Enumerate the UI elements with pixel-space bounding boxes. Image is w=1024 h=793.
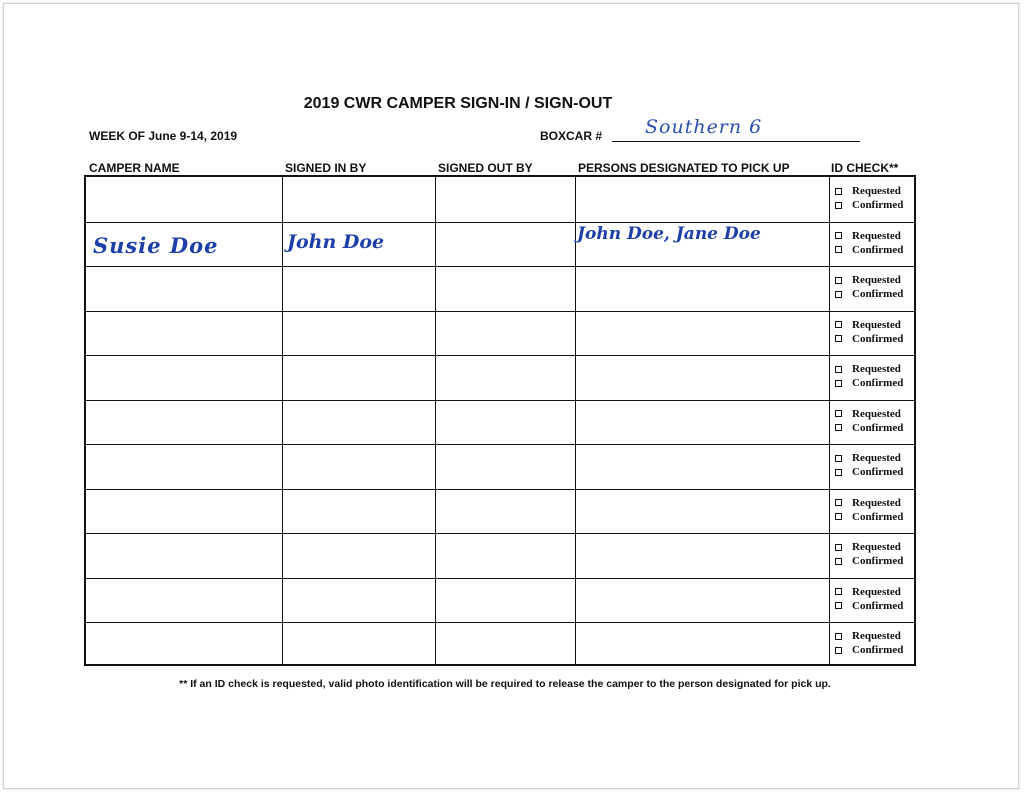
row-divider: [86, 622, 914, 623]
confirmed-label: Confirmed: [852, 243, 904, 256]
id-check-confirmed-option: [830, 643, 916, 657]
requested-label: Requested: [852, 229, 901, 242]
confirmed-checkbox[interactable]: [835, 647, 842, 654]
id-check-cell: [830, 184, 916, 212]
week-of-label: WEEK OF June 9-14, 2019: [89, 129, 238, 143]
requested-label: Requested: [852, 363, 901, 375]
confirmed-checkbox[interactable]: [835, 513, 842, 520]
footnote: ** If an ID check is requested, valid photo identification will be required to release the camper to the person designated for pick up.: [179, 678, 831, 690]
header-persons-designated: PERSONS DESIGNATED TO PICK UP: [578, 161, 790, 175]
confirmed-checkbox[interactable]: [835, 380, 842, 387]
confirmed-checkbox[interactable]: [835, 558, 842, 565]
requested-label: Requested: [852, 452, 901, 464]
requested-label: Requested: [852, 318, 901, 331]
boxcar-handwritten-value: Southern 6: [645, 116, 763, 138]
requested-label: Requested: [852, 185, 901, 197]
id-check-requested-option: [830, 362, 916, 376]
id-check-confirmed-option: [830, 599, 916, 613]
requested-checkbox[interactable]: [835, 499, 842, 506]
id-check-cell: [830, 451, 916, 479]
row-divider: [86, 311, 914, 312]
id-check-requested-option: [830, 229, 916, 243]
requested-checkbox[interactable]: [835, 410, 842, 417]
requested-checkbox[interactable]: [835, 455, 842, 462]
entry-camper-name: Susie Doe: [93, 233, 219, 258]
row-divider: [86, 578, 914, 579]
confirmed-checkbox[interactable]: [835, 469, 842, 476]
requested-checkbox[interactable]: [835, 633, 842, 640]
confirmed-label: Confirmed: [852, 288, 904, 300]
confirmed-label: Confirmed: [852, 555, 904, 567]
requested-label: Requested: [852, 274, 901, 286]
id-check-cell: [830, 273, 916, 301]
confirmed-label: Confirmed: [852, 599, 904, 612]
requested-label: Requested: [852, 496, 901, 509]
confirmed-checkbox[interactable]: [835, 246, 842, 253]
id-check-confirmed-option: [830, 465, 916, 479]
entry-signed-in-by: John Doe: [287, 231, 385, 253]
requested-checkbox[interactable]: [835, 321, 842, 328]
confirmed-label: Confirmed: [852, 644, 904, 656]
row-divider: [86, 489, 914, 490]
id-check-cell: [830, 585, 916, 613]
header-id-check: ID CHECK**: [831, 161, 899, 175]
id-check-cell: [830, 318, 916, 346]
header-camper-name: CAMPER NAME: [89, 161, 180, 175]
id-check-requested-option: [830, 451, 916, 465]
id-check-confirmed-option: [830, 243, 916, 257]
confirmed-label: Confirmed: [852, 377, 904, 389]
header-signed-out-by: SIGNED OUT BY: [438, 161, 533, 175]
row-divider: [86, 444, 914, 445]
id-check-requested-option: [830, 496, 916, 510]
id-check-confirmed-option: [830, 554, 916, 568]
id-check-requested-option: [830, 318, 916, 332]
requested-label: Requested: [852, 407, 901, 420]
id-check-cell: [830, 496, 916, 524]
header-signed-in-by: SIGNED IN BY: [285, 161, 367, 175]
confirmed-label: Confirmed: [852, 332, 904, 345]
requested-label: Requested: [852, 541, 901, 553]
confirmed-checkbox[interactable]: [835, 424, 842, 431]
row-divider: [86, 266, 914, 267]
confirmed-label: Confirmed: [852, 510, 904, 523]
requested-label: Requested: [852, 585, 901, 598]
id-check-requested-option: [830, 540, 916, 554]
confirmed-label: Confirmed: [852, 466, 904, 478]
id-check-confirmed-option: [830, 332, 916, 346]
id-check-confirmed-option: [830, 376, 916, 390]
column-divider: [282, 177, 283, 664]
column-divider: [575, 177, 576, 664]
id-check-confirmed-option: [830, 198, 916, 212]
id-check-requested-option: [830, 585, 916, 599]
id-check-requested-option: [830, 629, 916, 643]
id-check-cell: [830, 362, 916, 390]
id-check-requested-option: [830, 184, 916, 198]
requested-checkbox[interactable]: [835, 366, 842, 373]
confirmed-checkbox[interactable]: [835, 291, 842, 298]
requested-checkbox[interactable]: [835, 232, 842, 239]
boxcar-underline: [612, 141, 860, 142]
id-check-cell: [830, 229, 916, 257]
row-divider: [86, 222, 914, 223]
id-check-requested-option: [830, 407, 916, 421]
id-check-cell: [830, 629, 916, 657]
id-check-confirmed-option: [830, 510, 916, 524]
confirmed-checkbox[interactable]: [835, 602, 842, 609]
requested-checkbox[interactable]: [835, 544, 842, 551]
id-check-confirmed-option: [830, 421, 916, 435]
confirmed-checkbox[interactable]: [835, 202, 842, 209]
id-check-confirmed-option: [830, 287, 916, 301]
confirmed-label: Confirmed: [852, 421, 904, 434]
row-divider: [86, 355, 914, 356]
id-check-cell: [830, 407, 916, 435]
column-divider: [435, 177, 436, 664]
confirmed-label: Confirmed: [852, 199, 904, 211]
id-check-requested-option: [830, 273, 916, 287]
confirmed-checkbox[interactable]: [835, 335, 842, 342]
row-divider: [86, 400, 914, 401]
form-title: 2019 CWR CAMPER SIGN-IN / SIGN-OUT: [303, 95, 613, 112]
requested-checkbox[interactable]: [835, 277, 842, 284]
requested-checkbox[interactable]: [835, 588, 842, 595]
boxcar-label: BOXCAR #: [540, 129, 603, 143]
entry-persons-designated: John Doe, Jane Doe: [577, 224, 761, 244]
id-check-cell: [830, 540, 916, 568]
requested-label: Requested: [852, 630, 901, 642]
requested-checkbox[interactable]: [835, 188, 842, 195]
row-divider: [86, 533, 914, 534]
